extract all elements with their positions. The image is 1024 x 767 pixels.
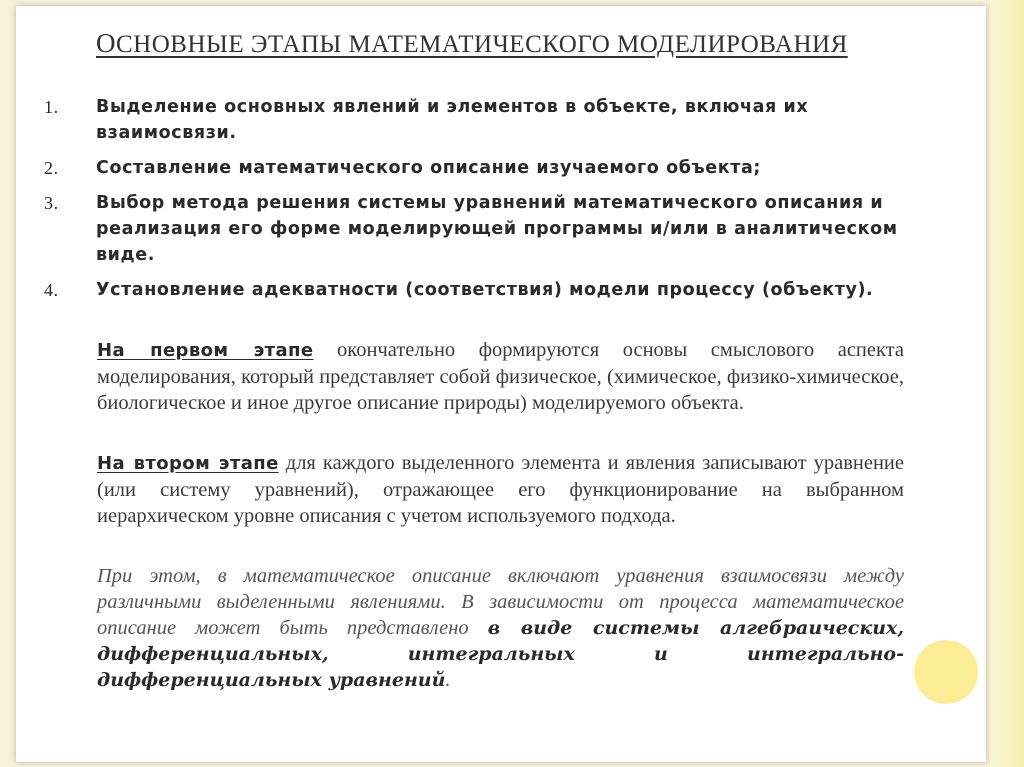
step-text: Установление адекватности (соответствия) модели процессу (объекту). [96,280,874,300]
paragraph-second-stage [97,450,904,529]
list-item [44,94,914,146]
paragraph-text: При этом, в математическое описание включают уравнения взаимосвязи между различными выделенными явлениями. В зависимости от процесса математическое описание может быть представлено [97,565,904,639]
decorative-circle [914,640,978,704]
steps-list [44,94,914,312]
paragraph-text: окончательно формируются основы смыслового аспекта моделирования, который представляет собой физическое, (химическое, физико-химическое, биологическое и иное другое описание природы) моделируемого объекта. [97,339,904,414]
paragraph-emphasis: в виде системы алгебраических, дифференциальных, интегральных и интегрально-дифференциальных уравнений [97,617,904,691]
list-item [44,277,914,303]
title-rest: СНОВНЫЕ ЭТАПЫ МАТЕМАТИЧЕСКОГО МОДЕЛИРОВАНИЯ [116,31,848,58]
paragraph-end: . [445,669,451,691]
step-number: 3. [44,193,59,213]
step-text: Составление математического описание изучаемого объекта; [96,158,762,178]
paragraph-lead: На первом этапе [97,340,314,361]
paragraph-text: для каждого выделенного элемента и явления записывают уравнение (или систему уравнений), отражающее его функционирование на выбранном иерархическом уровне описания с учетом используемого подхода. [97,452,904,527]
slide-title [96,28,916,59]
step-text: Выбор метода решения системы уравнений математического описания и реализация его форме моделирующей программы и/или в аналитическом виде. [96,193,898,265]
decorative-stripe [990,0,1024,767]
step-number: 1. [44,97,59,117]
paragraph-lead: На втором этапе [97,453,279,474]
paragraph-description [97,563,904,693]
paragraph-first-stage [97,337,904,416]
list-item [44,155,914,181]
step-number: 2. [44,158,59,178]
step-number: 4. [44,280,59,300]
list-item [44,190,914,268]
title-initial: О [96,28,116,58]
step-text: Выделение основных явлений и элементов в объекте, включая их взаимосвязи. [96,97,809,143]
